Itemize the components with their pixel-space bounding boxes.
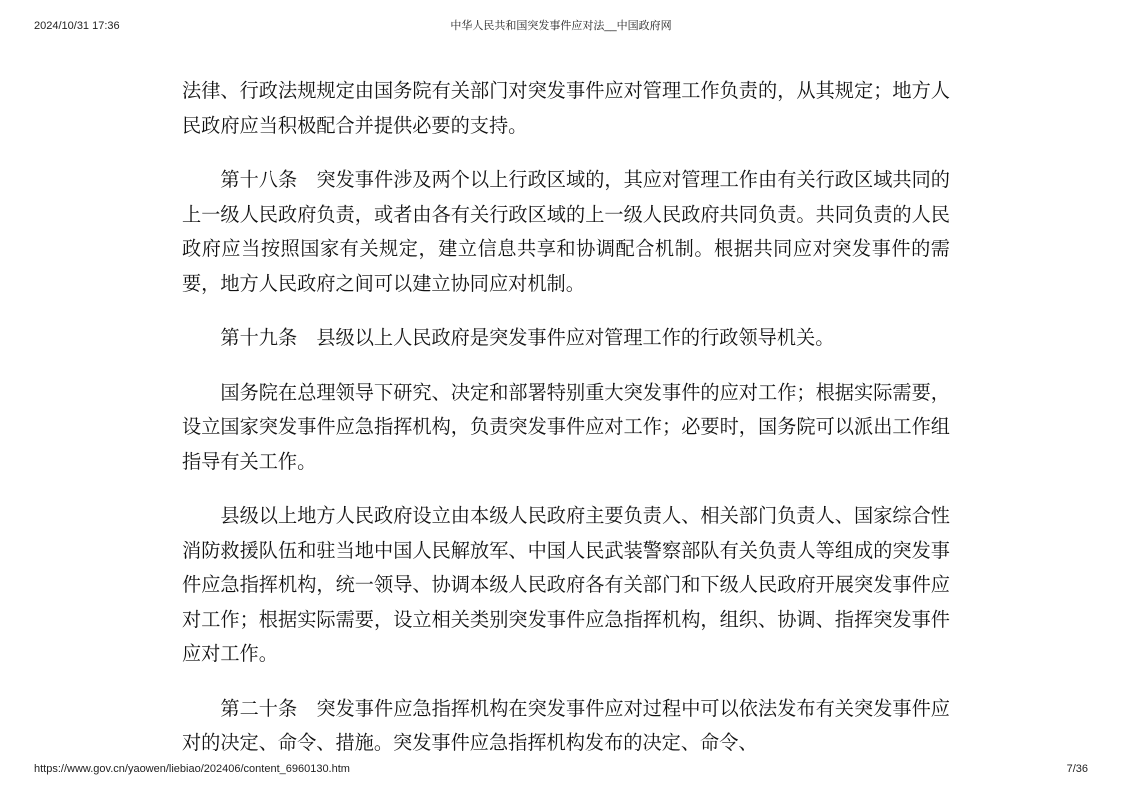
source-url: https://www.gov.cn/yaowen/liebiao/202406/content_6960130.htm (34, 763, 350, 775)
paragraph-local-government: 县级以上地方人民政府设立由本级人民政府主要负责人、相关部门负责人、国家综合性消防救援队伍和驻当地中国人民解放军、中国人民武装警察部队有关负责人等组成的突发事件应急指挥机构，统一领导、协调本级人民政府各有关部门和下级人民政府开展突发事件应对工作；根据实际需要，设立相关类别突发事件应急指挥机构，组织、协调、指挥突发事件应对工作。 (182, 504, 950, 665)
document-body (182, 74, 950, 781)
paragraph-continuation: 法律、行政法规规定由国务院有关部门对突发事件应对管理工作负责的，从其规定；地方人民政府应当积极配合并提供必要的支持。 (182, 79, 950, 137)
paragraph-article-19: 第十九条 县级以上人民政府是突发事件应对管理工作的行政领导机关。 (220, 326, 835, 349)
print-datetime: 2024/10/31 17:36 (34, 20, 120, 32)
paragraph-article-18: 第十八条 突发事件涉及两个以上行政区域的，其应对管理工作由有关行政区域共同的上一级人民政府负责，或者由各有关行政区域的上一级人民政府共同负责。共同负责的人民政府应当按照国家有关规定，建立信息共享和协调配合机制。根据共同应对突发事件的需要，地方人民政府之间可以建立协同应对机制。 (182, 168, 950, 295)
paragraph-state-council: 国务院在总理领导下研究、决定和部署特别重大突发事件的应对工作；根据实际需要，设立国家突发事件应急指挥机构，负责突发事件应对工作；必要时，国务院可以派出工作组指导有关工作。 (182, 380, 950, 473)
page-title: 中华人民共和国突发事件应对法__中国政府网 (450, 20, 672, 32)
paragraph-article-20: 第二十条 突发事件应急指挥机构在突发事件应对过程中可以依法发布有关突发事件应对的决定、命令、措施。突发事件应急指挥机构发布的决定、命令、 (182, 696, 950, 754)
page-number: 7/36 (1066, 763, 1088, 775)
